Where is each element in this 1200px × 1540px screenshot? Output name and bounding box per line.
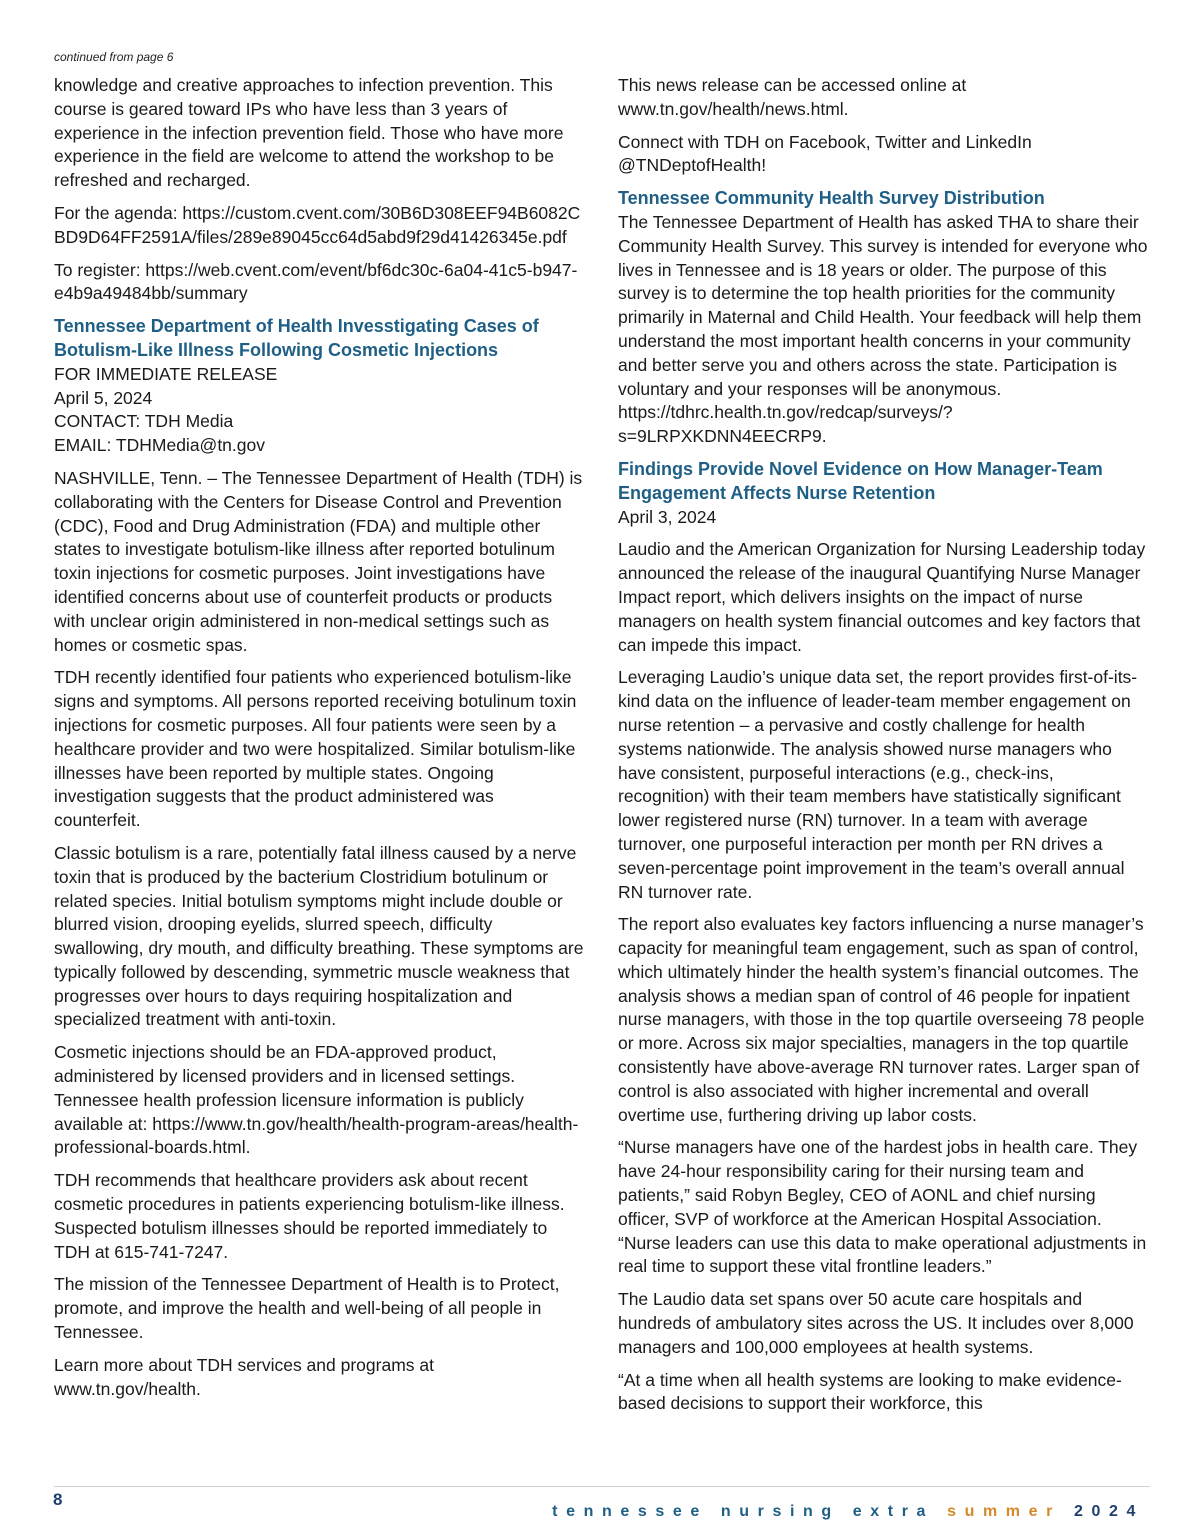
contact-line: CONTACT: TDH Media bbox=[54, 411, 234, 432]
release-label: FOR IMMEDIATE RELEASE bbox=[54, 363, 278, 384]
paragraph: TDH recommends that healthcare providers ask about recent cosmetic procedures in patients experiencing botulism-like illness. Suspected botulism illnesses should be reported immediately to TDH at 615-741-7247. bbox=[54, 1170, 565, 1262]
article-heading-botulism: Tennessee Department of Health Invesstigating Cases of Botulism-Like Illness Following Cosmetic Injections bbox=[54, 316, 539, 360]
paragraph: The Tennessee Department of Health has asked THA to share their Community Health Survey. This survey is intended for everyone who lives in Tennessee and is 18 years or older. The purpose of this survey is to determine the top health priorities for the community primarily in Maternal and Child Health. Your feedback will help them understand the most important health concerns in your community and better serve you and others across the state. Participation is voluntary and your responses will be anonymous. https://tdhrc.health.tn.gov/redcap/surveys/?s=9LRPXKDNN4EECRP9. bbox=[618, 211, 1148, 447]
paragraph: NASHVILLE, Tenn. – The Tennessee Department of Health (TDH) is collaborating with the Centers for Disease Control and Prevention (CDC), Food and Drug Administration (FDA) and multiple other states to investigate botulism-like illness after reported botulinum toxin injections for cosmetic purposes. Joint investigations have identified concerns about use of counterfeit products or products with unclear origin administered in non-medical settings such as homes or cosmetic spas. bbox=[54, 467, 583, 655]
brand-year: 2024 bbox=[1074, 1503, 1144, 1520]
left-column bbox=[54, 74, 584, 1410]
agenda-link-paragraph[interactable]: For the agenda: https://custom.cvent.com/30B6D308EEF94B6082CBD9D64FF2591A/files/289e89045cc64d5abd9f29d41426345e.pdf bbox=[54, 202, 581, 247]
page-number: 8 bbox=[53, 1490, 63, 1509]
email-line[interactable]: EMAIL: TDHMedia@tn.gov bbox=[54, 435, 265, 456]
paragraph: “At a time when all health systems are looking to make evidence-based decisions to support their workforce, this bbox=[618, 1369, 1122, 1414]
brand-title: tennessee nursing extra bbox=[552, 1503, 935, 1520]
release-date: April 5, 2024 bbox=[54, 387, 153, 408]
brand-season: summer bbox=[947, 1503, 1061, 1520]
publication-brand bbox=[552, 1503, 1144, 1521]
paragraph: The mission of the Tennessee Department of Health is to Protect, promote, and improve the health and well-being of all people in Tennessee. bbox=[54, 1274, 560, 1343]
paragraph: Learn more about TDH services and programs at www.tn.gov/health. bbox=[54, 1354, 434, 1399]
paragraph: Cosmetic injections should be an FDA-approved product, administered by licensed providers and in licensed settings. Tennessee health profession licensure information is publicly available at: https://www.tn.gov/health/health-program-areas/health-professional-boards.html. bbox=[54, 1042, 579, 1158]
footer-divider bbox=[54, 1486, 1150, 1487]
article-heading-findings: Findings Provide Novel Evidence on How Manager-Team Engagement Affects Nurse Retention bbox=[618, 458, 1103, 503]
paragraph: The Laudio data set spans over 50 acute care hospitals and hundreds of ambulatory sites across the US. It includes over 8,000 managers and 100,000 employees at health systems. bbox=[618, 1289, 1134, 1357]
right-column bbox=[618, 74, 1150, 1416]
continued-note: continued from page 6 bbox=[54, 50, 174, 64]
paragraph: TDH recently identified four patients who experienced botulism-like signs and symptoms. All persons reported receiving botulinum toxin injections for cosmetic purposes. All four patients were seen by a healthcare provider and two were hospitalized. Similar botulism-like illnesses have been reported by multiple states. Ongoing investigation suggests that the product administered was counterfeit. bbox=[54, 667, 577, 831]
paragraph: Leveraging Laudio’s unique data set, the report provides first-of-its-kind data on the influence of leader-team member engagement on nurse retention – a pervasive and costly challenge for health systems nationwide. The analysis showed nurse managers who have consistent, purposeful interactions (e.g., check-ins, recognition) with their team members have statistically significant lower registered nurse (RN) turnover. In a team with average turnover, one purposeful interaction per month per RN drives a seven-percentage point improvement in the team’s overall annual RN turnover rate. bbox=[618, 667, 1138, 902]
paragraph: The report also evaluates key factors influencing a nurse manager’s capacity for meaningful team engagement, such as span of control, which ultimately hinder the health system’s financial outcomes. The analysis shows a median span of control of 46 people for inpatient nurse managers, with those in the top quartile overseeing 78 people or more. Across six major specialties, managers in the top quartile consistently have above-average RN turnover rates. Larger span of control is also associated with higher incremental and overall overtime use, furthering driving up labor costs. bbox=[618, 914, 1145, 1125]
paragraph: Laudio and the American Organization for Nursing Leadership today announced the release of the inaugural Quantifying Nurse Manager Impact report, which delivers insights on the impact of nurse managers on health system financial outcomes and key factors that can impede this impact. bbox=[618, 539, 1146, 655]
paragraph: knowledge and creative approaches to infection prevention. This course is geared toward IPs who have less than 3 years of experience in the infection prevention field. Those who have more experience in the field are welcome to attend the workshop to be refreshed and recharged. bbox=[54, 75, 564, 191]
quote-paragraph: “Nurse managers have one of the hardest jobs in health care. They have 24-hour responsibility caring for their nursing team and patients,” said Robyn Begley, CEO of AONL and chief nursing officer, SVP of workforce at the American Hospital Association. “Nurse leaders can use this data to make operational adjustments in real time to support these vital frontline leaders.” bbox=[618, 1137, 1147, 1277]
article-heading-survey: Tennessee Community Health Survey Distribution bbox=[618, 188, 1045, 209]
article-date: April 3, 2024 bbox=[618, 506, 717, 527]
paragraph: This news release can be accessed online at www.tn.gov/health/news.html. bbox=[618, 75, 967, 119]
paragraph: Classic botulism is a rare, potentially fatal illness caused by a nerve toxin that is produced by the bacterium Clostridium botulinum or related species. Initial botulism symptoms might include double or blurred vision, drooping eyelids, slurred speech, difficulty swallowing, dry mouth, and difficulty breathing. These symptoms are typically followed by descending, symmetric muscle weakness that progresses over hours to days requiring hospitalization and specialized treatment with anti-toxin. bbox=[54, 842, 584, 1030]
paragraph: Connect with TDH on Facebook, Twitter and LinkedIn @TNDeptofHealth! bbox=[618, 131, 1032, 176]
register-link-paragraph[interactable]: To register: https://web.cvent.com/event/bf6dc30c-6a04-41c5-b947-e4b9a49484bb/summary bbox=[54, 259, 578, 304]
